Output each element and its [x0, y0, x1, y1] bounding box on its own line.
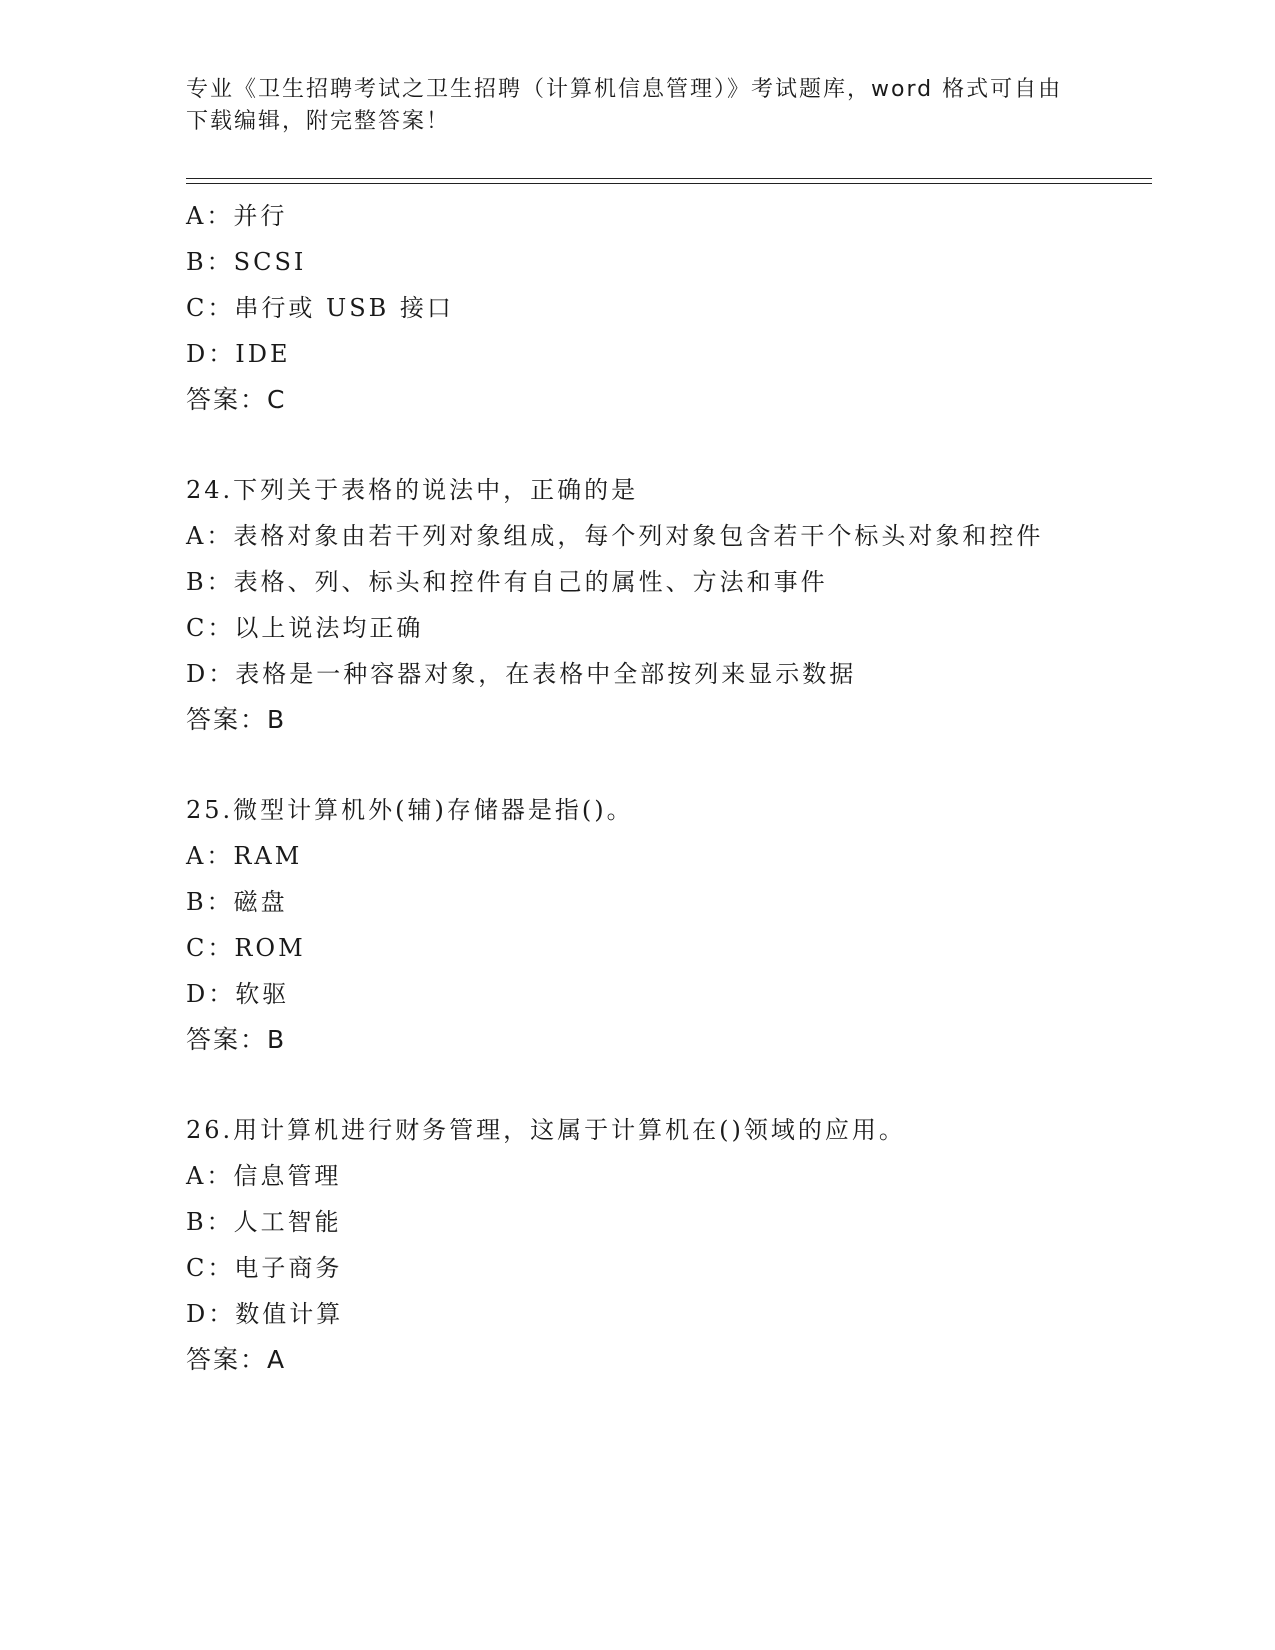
option-d: D：数值计算	[186, 1300, 344, 1328]
header-rule-top	[186, 178, 1152, 179]
option-d: D：IDE	[186, 340, 291, 368]
option-a: A：并行	[186, 202, 288, 230]
question-text: 26.用计算机进行财务管理，这属于计算机在()领域的应用。	[186, 1116, 906, 1144]
option-b: B：表格、列、标头和控件有自己的属性、方法和事件	[186, 568, 828, 596]
answer: 答案：A	[186, 1345, 287, 1374]
option-c: C：以上说法均正确	[186, 614, 424, 642]
option-a: A：表格对象由若干列对象组成，每个列对象包含若干个标头对象和控件	[186, 522, 1044, 550]
spacer	[186, 423, 1086, 467]
document-header: 专业《卫生招聘考试之卫生招聘（计算机信息管理）》考试题库，word 格式可自由下载编辑，附完整答案！	[186, 77, 1063, 134]
header-rule-bottom	[186, 183, 1152, 184]
question-text: 24.下列关于表格的说法中，正确的是	[186, 476, 639, 504]
answer: 答案：B	[186, 705, 287, 734]
option-d: D：表格是一种容器对象，在表格中全部按列来显示数据	[186, 660, 857, 688]
option-a: A：信息管理	[186, 1162, 342, 1190]
answer: 答案：C	[186, 385, 287, 414]
question-list	[186, 193, 1086, 1383]
option-d: D：软驱	[186, 980, 290, 1008]
spacer	[186, 743, 1086, 787]
answer: 答案：B	[186, 1025, 287, 1054]
option-c: C：电子商务	[186, 1254, 343, 1282]
question-24	[186, 467, 1086, 743]
question-25	[186, 787, 1086, 1063]
option-a: A：RAM	[186, 842, 303, 870]
spacer	[186, 1063, 1086, 1107]
question-23	[186, 193, 1086, 423]
option-c: C：ROM	[186, 934, 306, 962]
option-c: C：串行或 USB 接口	[186, 294, 454, 322]
option-b: B：磁盘	[186, 888, 288, 916]
option-b: B：人工智能	[186, 1208, 342, 1236]
question-text: 25.微型计算机外(辅)存储器是指()。	[186, 796, 634, 824]
option-b: B：SCSI	[186, 248, 307, 276]
question-26	[186, 1107, 1086, 1383]
